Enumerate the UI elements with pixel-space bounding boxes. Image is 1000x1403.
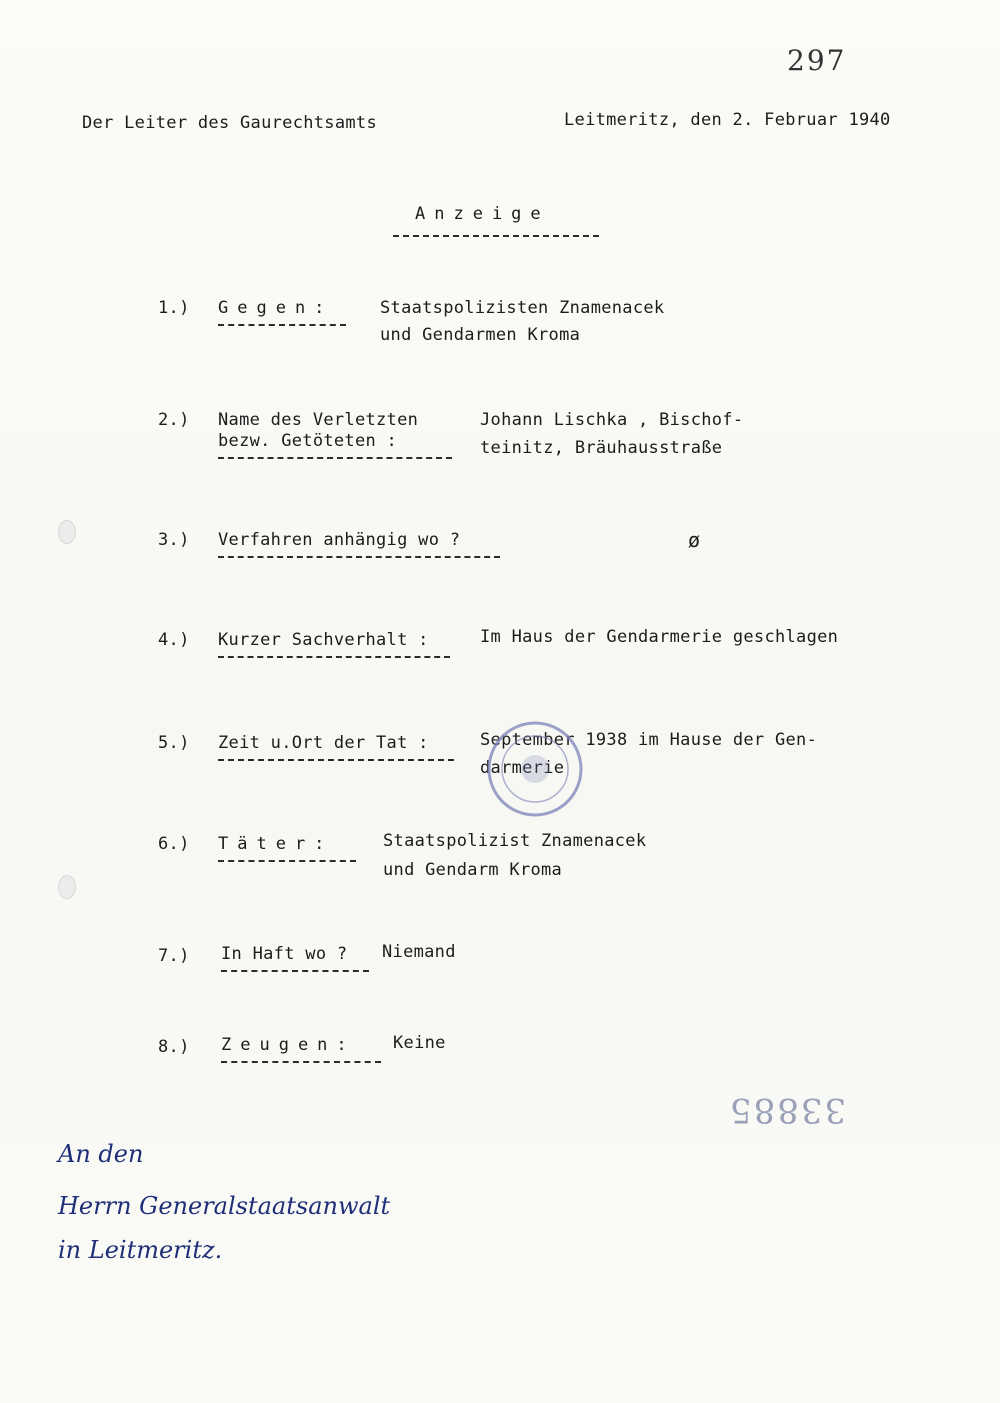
item-label-custody: In Haft wo ?	[221, 944, 369, 972]
item-number: 8.)	[158, 1037, 190, 1057]
item-value: ø	[688, 528, 701, 552]
item-value: teinitz, Bräuhausstraße	[480, 438, 723, 458]
item-value: Johann Lischka , Bischof-	[480, 410, 744, 430]
handwritten-line: in Leitmeritz.	[58, 1236, 223, 1264]
header-sender: Der Leiter des Gaurechtsamts	[82, 113, 377, 133]
item-number: 6.)	[158, 834, 190, 854]
item-label-time-place: Zeit u.Ort der Tat :	[218, 733, 454, 761]
item-value: September 1938 im Hause der Gen-	[480, 730, 818, 750]
item-value: und Gendarmen Kroma	[380, 325, 581, 345]
archive-stamp	[480, 714, 590, 824]
item-value: darmerie	[480, 758, 565, 778]
item-value: Keine	[393, 1033, 446, 1053]
item-number: 2.)	[158, 410, 190, 430]
item-label-injured: bezw. Getöteten :	[218, 431, 452, 459]
handwritten-line: Herrn Generalstaatsanwalt	[58, 1192, 391, 1220]
item-value: Im Haus der Gendarmerie geschlagen	[480, 627, 839, 647]
item-value: und Gendarm Kroma	[383, 860, 563, 880]
archive-number-stamp: 33885	[728, 1090, 847, 1130]
item-value: Staatspolizisten Znamenacek	[380, 298, 665, 318]
item-label-perpetrators: Täter:	[218, 834, 356, 862]
punch-hole	[58, 520, 76, 544]
item-number: 5.)	[158, 733, 190, 753]
item-label-witnesses: Zeugen:	[221, 1035, 381, 1063]
item-label-gegen: Gegen:	[218, 298, 346, 326]
page-number: 297	[787, 44, 847, 77]
item-number: 3.)	[158, 530, 190, 550]
item-number: 1.)	[158, 298, 190, 318]
punch-hole	[58, 875, 76, 899]
item-label-proceedings: Verfahren anhängig wo ?	[218, 530, 500, 558]
title-underline	[393, 235, 599, 237]
item-value: Niemand	[382, 942, 456, 962]
item-label-facts: Kurzer Sachverhalt :	[218, 630, 450, 658]
item-number: 7.)	[158, 946, 190, 966]
item-number: 4.)	[158, 630, 190, 650]
document-title: Anzeige	[415, 204, 550, 224]
item-value: Staatspolizist Znamenacek	[383, 831, 647, 851]
header-place-date: Leitmeritz, den 2. Februar 1940	[564, 110, 891, 130]
item-label-injured: Name des Verletzten	[218, 410, 419, 430]
handwritten-line: An den	[58, 1140, 144, 1168]
